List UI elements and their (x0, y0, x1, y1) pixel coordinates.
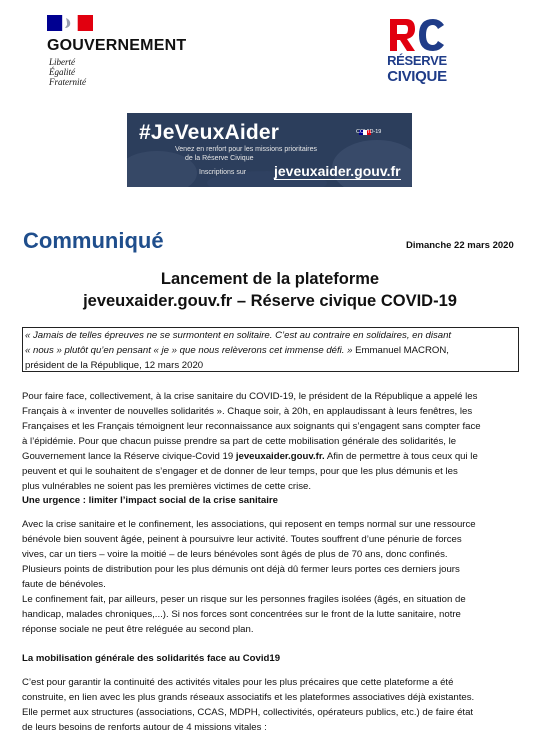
paragraph-intro: Pour faire face, collectivement, à la crise sanitaire du COVID-19, le président de la République a appelé les Français à « inventer de nouvelles solidarités ». Chaque soir, à 20h, en applaudissant à leurs fenêtres, les Françaises et les Français témoignent leur reconnaissance aux soignants qui s’engagent sans compter face à l’épidémie. Pour que chacun puisse prendre sa part de cette mobilisation générale des solidarités, le Gouvernement lance la Réserve civique-Covid 19 jeveuxaider.gouv.fr. Afin de permettre à tous ceux qui le peuvent et qui le souhaitent de s’engager et de donner de leur temps, pour que les plus démunis et les plus vulnérables ne soient pas les premières victimes de cette crise. (22, 391, 481, 492)
document-title-line-2: jeveuxaider.gouv.fr – Réserve civique COVID-19 (83, 292, 457, 310)
macron-quote-box: « Jamais de telles épreuves ne se surmontent en solitaire. C’est au contraire en solidaires, en disant « nous » plutôt qu’en pensant « je » que nous relèverons cet immense défi. » Emmanuel MACRON, président de la République, 12 mars 2020 (22, 327, 519, 372)
government-title: GOUVERNEMENT (47, 37, 187, 54)
jeveuxaider-banner[interactable] (127, 113, 412, 187)
quote-author: Emmanuel MACRON, (352, 345, 449, 356)
paragraph-plateforme: C’est pour garantir la continuité des activités vitales pour les plus précaires que cette plateforme a été construite, en lien avec les plus grands réseaux associatifs et les plateformes associatives déjà existantes. Elle permet aux structures (associations, CCAS, MDPH, collectivités, opérateurs publics, etc.) de faire état de leurs besoins de renforts autour de 4 missions vitales : (22, 677, 475, 733)
banner-hashtag: #JeVeuxAider (139, 121, 280, 144)
civique-word: CIVIQUE (387, 68, 447, 85)
banner-url-link[interactable]: jeveuxaider.gouv.fr (274, 163, 401, 179)
document-title-line-1: Lancement de la plateforme (160, 270, 380, 288)
banner-covid-badge: COVID-19 (356, 129, 382, 135)
banner-inscriptions-label: Inscriptions sur (199, 169, 247, 176)
communique-heading: Communiqué (23, 228, 164, 253)
paragraph-confinement: Le confinement fait, par ailleurs, peser un risque sur les personnes fragiles isolées (âgés, en situation de handicap, malades chroniques,...). Si nos forces sont concentrées sur le front de la lutte sanitaire, notre réponse sociale ne peut être reléguée au second plan. (22, 594, 466, 635)
banner-subtitle-2: de la Réserve Civique (185, 155, 254, 162)
paragraph-associations: Avec la crise sanitaire et le confinement, les associations, qui reposent en temps normal sur une ressource bénévole bien souvent âgée, peinent à poursuivre leur activité. Toutes souffrent d’une pénurie de forces vives, car un tiers – voire la moitié – de leurs bénévoles sont âgés de plus de 70 ans, donc confinés. Plusieurs points de distribution pour les plus démunis ont déjà dû fermer leurs portes ces derniers jours faute de bénévoles. (22, 519, 476, 590)
publication-date: Dimanche 22 mars 2020 (406, 240, 514, 251)
french-flag-icon (47, 15, 93, 31)
banner-subtitle: Venez en renfort pour les missions prioritaires (175, 146, 318, 153)
section-heading-mobilisation: La mobilisation générale des solidarités face au Covid19 (22, 653, 281, 664)
republic-motto: Liberté Égalité Fraternité (49, 57, 86, 87)
banner-flag-icon (359, 122, 371, 127)
reserve-word: RÉSERVE (387, 53, 447, 68)
platform-url: jeveuxaider.gouv.fr. (235, 451, 325, 462)
section-heading-urgence: Une urgence : limiter l’impact social de la crise sanitaire (22, 495, 278, 506)
